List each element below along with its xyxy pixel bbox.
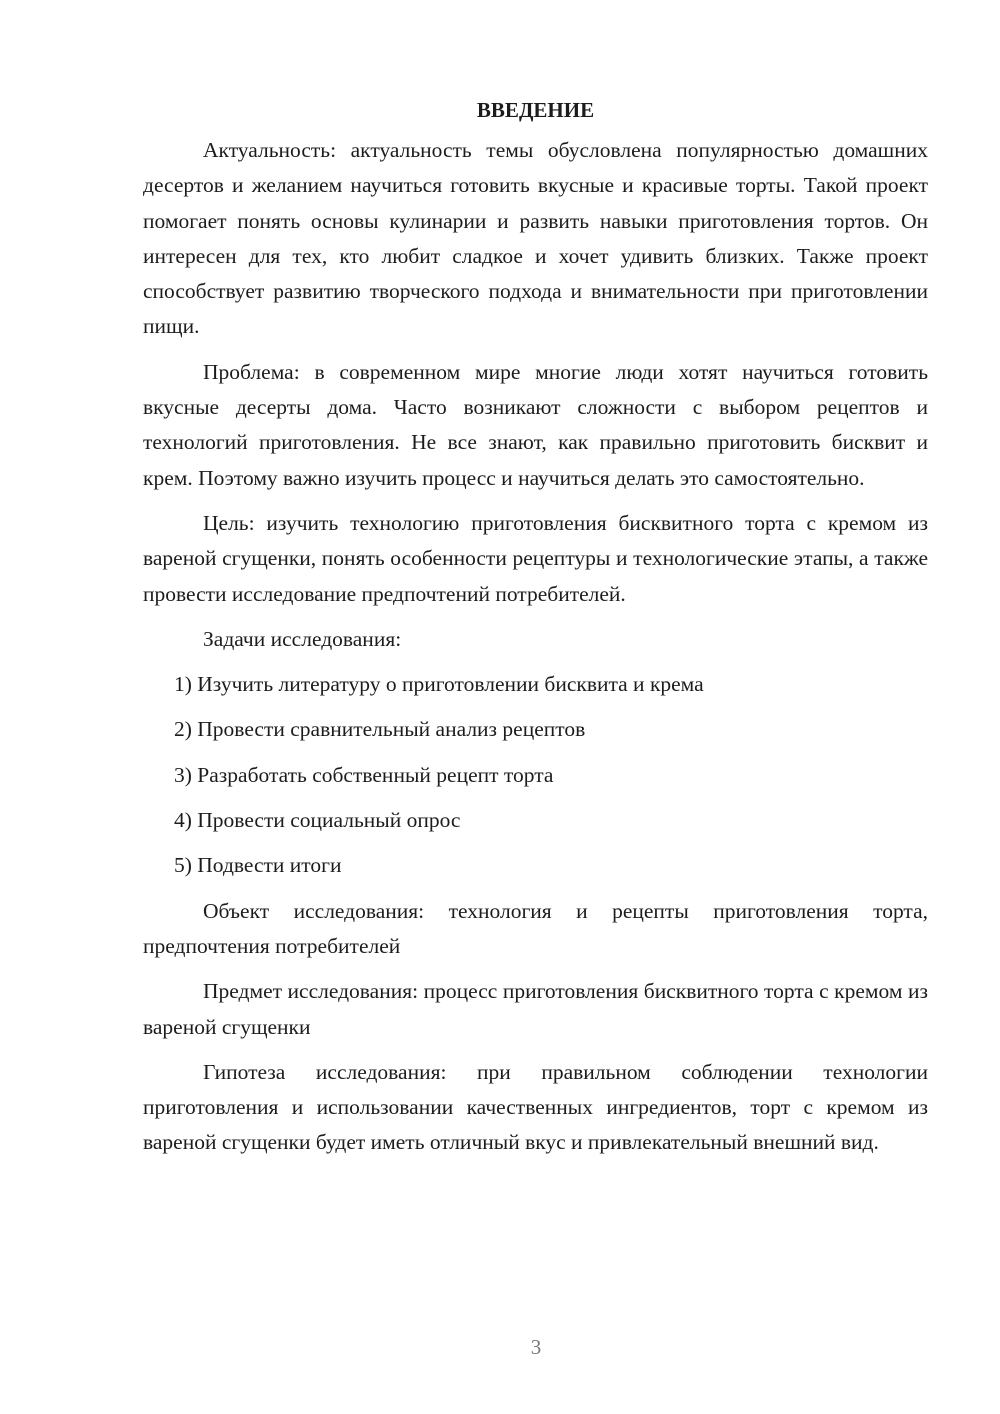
page-title: ВВЕДЕНИЕ <box>476 98 595 122</box>
goal-paragraph: Цель: изучить технологию приготовления бисквитного торта с кремом из вареной сгущенки, понять особенности рецептуры и технологические этапы, а также провести исследование предпочтений потребителей. <box>143 510 928 606</box>
page-number: 3 <box>530 1335 542 1359</box>
subject-paragraph: Предмет исследования: процесс приготовления бисквитного торта с кремом из вареной сгущенки <box>143 979 928 1039</box>
task-item: 5) Подвести итоги <box>174 853 342 878</box>
problem-paragraph: Проблема: в современном мире многие люди хотят научиться готовить вкусные десерты дома. Часто возникают сложности с выбором рецептов и технологий приготовления. Не все знают, как правильно приготовить бисквит и крем. Поэтому важно изучить процесс и научиться делать это самостоятельно. <box>143 359 928 490</box>
relevance-paragraph: Актуальность: актуальность темы обусловлена популярностью домашних десертов и желанием научиться готовить вкусные и красивые торты. Такой проект помогает понять основы кулинарии и развить навыки приготовления тортов. Он интересен для тех, кто любит сладкое и хочет удивить близких. Также проект способствует развитию творческого подхода и внимательности при приготовлении пищи. <box>143 138 928 339</box>
object-paragraph: Объект исследования: технология и рецепты приготовления торта, предпочтения потребителей <box>143 898 928 958</box>
task-item: 2) Провести сравнительный анализ рецептов <box>174 717 586 742</box>
task-list <box>143 667 928 883</box>
task-item: 1) Изучить литературу о приготовлении бисквита и крема <box>174 672 704 697</box>
tasks-heading: Задачи исследования: <box>203 626 402 651</box>
hypothesis-paragraph: Гипотеза исследования: при правильном соблюдении технологии приготовления и использовании качественных ингредиентов, торт с кремом из вареной сгущенки будет иметь отличный вкус и привлекательный внешний вид. <box>143 1059 928 1155</box>
document-page <box>143 92 928 1171</box>
task-item: 3) Разработать собственный рецепт торта <box>174 762 554 787</box>
task-item: 4) Провести социальный опрос <box>174 808 461 833</box>
